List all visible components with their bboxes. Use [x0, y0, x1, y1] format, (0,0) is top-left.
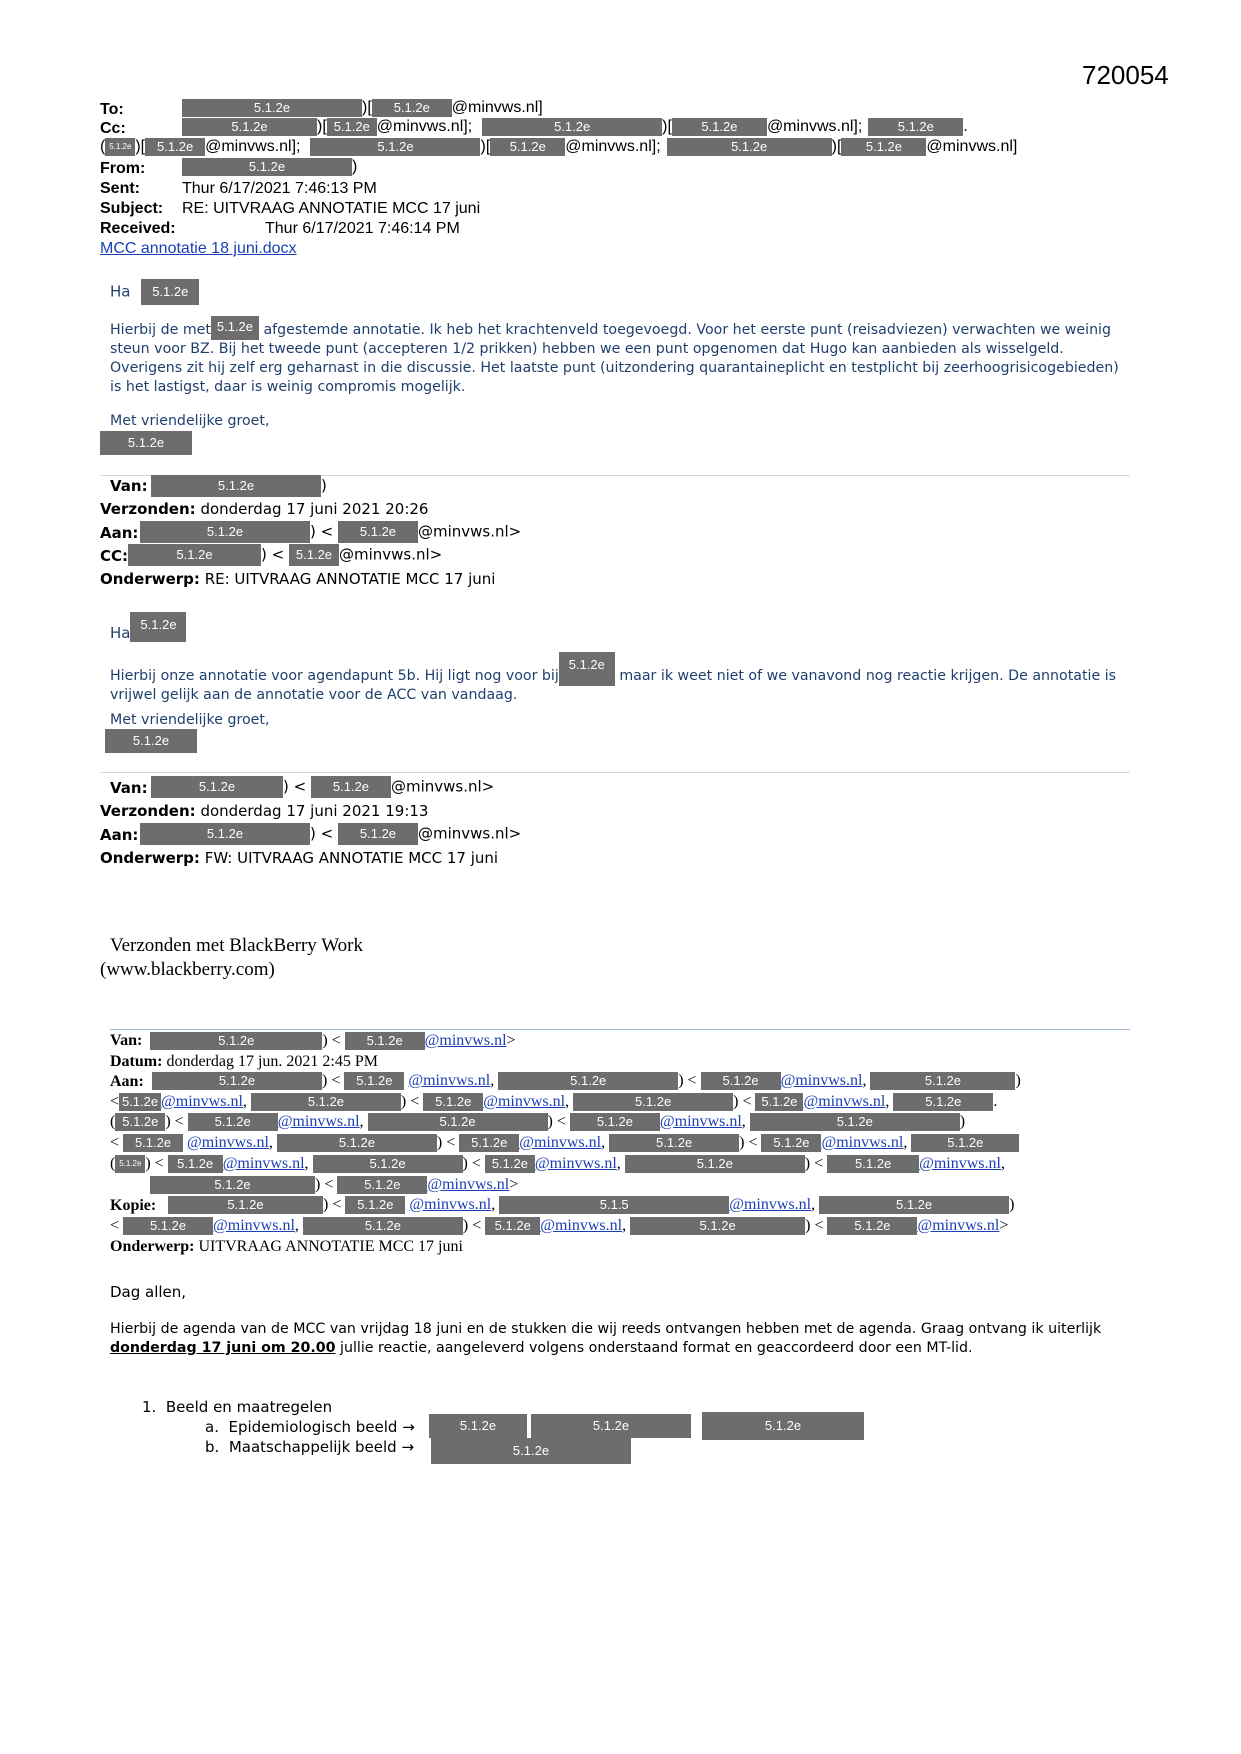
msg2-cc-label: CC: [100, 547, 129, 565]
redaction-box: 5.1.2e [337, 1176, 427, 1194]
email-domain: @minvws.nl [540, 1217, 623, 1234]
sent-value: Thur 6/17/2021 7:46:13 PM [182, 180, 377, 197]
divider [110, 1029, 1130, 1030]
redaction-box: 5.1.5 [499, 1196, 729, 1214]
redaction-box: 5.1.2e [841, 138, 926, 156]
msg3-aan-label: Aan: [100, 826, 139, 844]
redaction-box: 5.1.2e [105, 138, 135, 156]
email-domain: @minvws.nl [919, 1155, 1001, 1172]
subject-label: Subject: [100, 200, 164, 217]
redaction-box: 5.1.2e [559, 652, 615, 686]
msg4-onderwerp: Onderwerp: UITVRAAG ANNOTATIE MCC 17 juni [110, 1238, 463, 1255]
msg4-kopie-label: Kopie: [110, 1197, 157, 1214]
redaction-box: 5.1.2e [251, 1093, 401, 1111]
redaction-box: 5.1.2e [105, 729, 197, 753]
agenda-item-1: 1. Beeld en maatregelen [142, 1398, 333, 1416]
redaction-box: 5.1.2e [338, 521, 418, 543]
redaction-box: 5.1.2e [289, 544, 339, 566]
to-recipients: 5.1.2e )[ 5.1.2e @minvws.nl] [182, 99, 543, 117]
msg4-kopie-row2: < 5.1.2e @minvws.nl, 5.1.2e ) < 5.1.2e @minvws.nl, 5.1.2e ) < 5.1.2e @minvws.nl> [110, 1217, 1009, 1234]
msg2-closing: Met vriendelijke groet, [110, 712, 270, 728]
redaction-box: 5.1.2e [750, 1113, 960, 1131]
email-domain: @minvws.nl [729, 1196, 812, 1213]
email-domain: @minvws.nl [780, 1072, 863, 1089]
redaction-box: 5.1.2e [868, 118, 963, 136]
msg4-body: Hierbij de agenda van de MCC van vrijdag 18 juni en de stukken die wij reeds ontvangen hebben met de agenda. Graag ontvang ik uiterlijk donderdag 17 juni om 20.00 jullie reactie, aangeleverd volgens onderstaand format en geaccordeerd door een MT-lid. [110, 1321, 1102, 1356]
redaction-box: 5.1.2e [152, 1072, 322, 1090]
redaction-box: 5.1.2e [141, 279, 199, 305]
msg2-van-value: 5.1.2e ) [151, 475, 327, 497]
redaction-box: 5.1.2e [701, 1072, 781, 1090]
cc-recipients-row1: 5.1.2e )[ 5.1.2e @minvws.nl]; 5.1.2e )[ 5.1.2e @minvws.nl]; 5.1.2e . [182, 118, 968, 136]
redaction-box: 5.1.2e [130, 612, 186, 642]
redaction-box: 5.1.2e [151, 475, 321, 497]
msg3-van-value: 5.1.2e ) < 5.1.2e @minvws.nl> [151, 776, 494, 798]
redaction-box: 5.1.2e [123, 1217, 213, 1235]
email-domain: @minvws.nl [338, 545, 430, 564]
email-domain: @minvws.nl [277, 1113, 360, 1130]
blackberry-line2: (www.blackberry.com) [100, 959, 275, 980]
email-domain: @minvws.nl [803, 1093, 886, 1110]
msg2-verzonden: Verzonden: donderdag 17 juni 2021 20:26 [100, 500, 429, 518]
email-domain: @minvws.nl [417, 824, 509, 843]
redaction-box: 5.1.2e [893, 1093, 993, 1111]
redaction-box: 5.1.2e [672, 118, 767, 136]
redaction-box: 5.1.2e [140, 521, 310, 543]
redaction-box: 5.1.2e [182, 118, 317, 136]
email-domain: @minvws.nl [161, 1093, 243, 1110]
received-label: Received: [100, 220, 176, 237]
email-domain: @minvws.nl [821, 1134, 904, 1151]
redaction-box: 5.1.2e [140, 823, 310, 845]
from-label: From: [100, 160, 146, 177]
msg1-closing: Met vriendelijke groet, [110, 413, 270, 429]
agenda-item-1a-redactions [429, 1414, 691, 1438]
redaction-box: 5.1.2e [128, 544, 261, 566]
msg1-greeting: Ha 5.1.2e [110, 279, 199, 305]
msg2-aan-label: Aan: [100, 524, 139, 542]
redaction-box: 5.1.2e [498, 1072, 678, 1090]
attachment-link[interactable]: MCC annotatie 18 juni.docx [100, 240, 297, 257]
msg4-aan-row4: < 5.1.2e @minvws.nl, 5.1.2e ) < 5.1.2e @minvws.nl, 5.1.2e ) < 5.1.2e @minvws.nl, 5.1.2e [110, 1134, 1019, 1152]
redaction-box: 5.1.2e [151, 776, 283, 798]
redaction-box: 5.1.2e [345, 1196, 405, 1214]
email-domain: @minvws.nl [213, 1217, 295, 1234]
redaction-box: 5.1.2e [630, 1217, 805, 1235]
msg3-van-label: Van: [110, 779, 148, 797]
agenda-item-1b: b. Maatschappelijk beeld → [205, 1438, 415, 1456]
msg4-aan-row1: 5.1.2e ) < 5.1.2e @minvws.nl, 5.1.2e ) < 5.1.2e @minvws.nl, 5.1.2e ) [152, 1072, 1021, 1090]
email-domain: @minvws.nl [424, 1032, 507, 1049]
to-label: To: [100, 101, 124, 118]
email-domain: @minvws.nl [376, 118, 464, 136]
redaction-box: 5.1.2e [123, 1134, 183, 1152]
msg2-body: Hierbij onze annotatie voor agendapunt 5b. Hij ligt nog voor bij5.1.2e maar ik weet niet of we vanavond nog reactie krijgen. De annotatie is vrijwel gelijk aan de annotatie voor de ACC van vandaag. [110, 652, 1130, 705]
redaction-box: 5.1.2e [303, 1217, 463, 1235]
redaction-box: 5.1.2e [338, 823, 418, 845]
email-domain: @minvws.nl [659, 1113, 742, 1130]
msg4-aan-row3: ( 5.1.2e ) < 5.1.2e @minvws.nl, 5.1.2e ) < 5.1.2e @minvws.nl, 5.1.2e ) [110, 1113, 966, 1130]
redaction-box: 5.1.2e [485, 1155, 535, 1173]
redaction-box: 5.1.2e [870, 1072, 1015, 1090]
redaction-box: 5.1.2e [115, 1155, 145, 1173]
cc-label: Cc: [100, 120, 126, 137]
email-domain: @minvws.nl [187, 1134, 269, 1151]
msg3-onderwerp: Onderwerp: FW: UITVRAAG ANNOTATIE MCC 17 juni [100, 849, 499, 867]
redaction-box: 5.1.2e [372, 99, 452, 117]
redaction-box: 5.1.2e [755, 1093, 803, 1111]
redaction-box: 5.1.2e [761, 1134, 821, 1152]
redaction-box: 5.1.2e [182, 99, 362, 117]
redaction-box: 5.1.2e [485, 1217, 540, 1235]
msg4-aan-row5: ( 5.1.2e ) < 5.1.2e @minvws.nl, 5.1.2e ) < 5.1.2e @minvws.nl, 5.1.2e ) < 5.1.2e @minvws.nl, [110, 1155, 1005, 1172]
redaction-box: 5.1.2e [150, 1176, 315, 1194]
divider [100, 772, 1130, 773]
redaction-box: 5.1.2e [609, 1134, 739, 1152]
redaction-box: 5.1.2e [625, 1155, 805, 1173]
redaction-box: 5.1.2e [368, 1113, 548, 1131]
email-domain: @minvws.nl [427, 1176, 510, 1193]
redaction-box: 5.1.2e [344, 1072, 404, 1090]
redaction-box: 5.1.2e [819, 1196, 1009, 1214]
agenda-item-1b-redaction [431, 1438, 631, 1464]
redaction-box: 5.1.2e [100, 431, 192, 455]
redaction-box: 5.1.2e [327, 118, 377, 136]
email-domain: @minvws.nl [926, 138, 1013, 156]
redaction-box: 5.1.2e [115, 1113, 165, 1131]
email-domain: @minvws.nl [408, 1072, 491, 1089]
redaction-box: 5.1.2e [827, 1217, 917, 1235]
email-domain: @minvws.nl [534, 1155, 617, 1172]
redaction-box: 5.1.2e [911, 1134, 1019, 1152]
redaction-box: 5.1.2e [211, 316, 259, 340]
redaction-box: 5.1.2e [182, 158, 352, 176]
redaction-box: 5.1.2e [145, 138, 205, 156]
email-domain: @minvws.nl [222, 1155, 305, 1172]
msg2-van-label: Van: [110, 477, 148, 495]
redaction-box: 5.1.2e [667, 138, 832, 156]
email-domain: @minvws.nl [451, 99, 539, 117]
msg2-greeting: Ha 5.1.2e [110, 612, 186, 642]
redaction-box: 5.1.2e [423, 1093, 483, 1111]
msg4-van: Van: 5.1.2e ) < 5.1.2e @minvws.nl> [110, 1032, 516, 1049]
msg4-aan-row2: < 5.1.2e @minvws.nl, 5.1.2e ) < 5.1.2e @minvws.nl, 5.1.2e ) < 5.1.2e @minvws.nl, 5.1.2e . [110, 1093, 998, 1110]
redaction-box: 5.1.2e [827, 1155, 919, 1173]
msg4-datum: Datum: donderdag 17 jun. 2021 2:45 PM [110, 1053, 378, 1070]
redaction-box: 5.1.2e [490, 138, 565, 156]
msg2-onderwerp: Onderwerp: RE: UITVRAAG ANNOTATIE MCC 17 juni [100, 570, 496, 588]
email-domain: @minvws.nl [390, 777, 482, 796]
redaction-box: 5.1.2e [429, 1414, 527, 1438]
email-domain: @minvws.nl [409, 1196, 492, 1213]
agenda-item-1a-redaction-extra [702, 1412, 864, 1440]
redaction-box: 5.1.2e [311, 776, 391, 798]
msg4-aan-row6: 5.1.2e ) < 5.1.2e @minvws.nl> [150, 1176, 518, 1194]
redaction-box: 5.1.2e [188, 1113, 278, 1131]
subject-value: RE: UITVRAAG ANNOTATIE MCC 17 juni [182, 200, 481, 217]
blackberry-line1: Verzonden met BlackBerry Work [110, 935, 363, 956]
email-domain: @minvws.nl [565, 138, 652, 156]
msg4-aan-label: Aan: [110, 1073, 144, 1090]
redaction-box: 5.1.2e [277, 1134, 437, 1152]
from-value: 5.1.2e ) [182, 158, 357, 176]
received-value: Thur 6/17/2021 7:46:14 PM [265, 220, 460, 237]
email-domain: @minvws.nl [417, 522, 509, 541]
redaction-box: 5.1.2e [531, 1414, 691, 1438]
redaction-box: 5.1.2e [150, 1032, 322, 1050]
msg2-aan-value: 5.1.2e ) < 5.1.2e @minvws.nl> [140, 521, 521, 543]
msg1-body: Hierbij de met 5.1.2e afgestemde annotatie. Ik heb het krachtenveld toegevoegd. Voor het eerste punt (reisadviezen) verwachten we weinig steun voor BZ. Bij het tweede punt (accepteren 1/2 prikken) hebben we een punt opgenomen dat Hugo kan aanbieden als wisselgeld. Overigens zit hij zelf erg geharnast in die discussie. Het laatste punt (uitzondering quarantaineplicht en testplicht bij zeerhoogrisicogebieden) is het lastigst, daar is weinig compromis mogelijk. [110, 316, 1130, 397]
email-domain: @minvws.nl [917, 1217, 1000, 1234]
redaction-box: 5.1.2e [431, 1438, 631, 1464]
redaction-box: 5.1.2e [168, 1196, 323, 1214]
msg2-cc-value: 5.1.2e ) < 5.1.2e @minvws.nl> [128, 544, 442, 566]
redaction-box: 5.1.2e [702, 1412, 864, 1440]
redaction-box: 5.1.2e [573, 1093, 733, 1111]
redaction-box: 5.1.2e [119, 1093, 161, 1111]
email-domain: @minvws.nl [205, 138, 292, 156]
page-number: 720054 [1082, 60, 1169, 90]
cc-recipients-row2: ( 5.1.2e )[ 5.1.2e @minvws.nl]; 5.1.2e )[ 5.1.2e @minvws.nl]; 5.1.2e )[ 5.1.2e @minvws.nl] [100, 138, 1018, 156]
msg4-kopie-row1: 5.1.2e ) < 5.1.2e @minvws.nl, 5.1.5 @minvws.nl, 5.1.2e ) [168, 1196, 1014, 1214]
msg3-aan-value: 5.1.2e ) < 5.1.2e @minvws.nl> [140, 823, 521, 845]
redaction-box: 5.1.2e [313, 1155, 463, 1173]
redaction-box: 5.1.2e [570, 1113, 660, 1131]
msg3-verzonden: Verzonden: donderdag 17 juni 2021 19:13 [100, 802, 429, 820]
agenda-item-1a: a. Epidemiologisch beeld → [205, 1418, 415, 1436]
redaction-box: 5.1.2e [482, 118, 662, 136]
msg2-signature [105, 729, 197, 753]
email-domain: @minvws.nl [519, 1134, 602, 1151]
email-domain: @minvws.nl [483, 1093, 566, 1110]
redaction-box: 5.1.2e [345, 1032, 425, 1050]
msg4-greeting: Dag allen, [110, 1283, 187, 1301]
sent-label: Sent: [100, 180, 140, 197]
redaction-box: 5.1.2e [459, 1134, 519, 1152]
redaction-box: 5.1.2e [310, 138, 480, 156]
email-domain: @minvws.nl [766, 118, 854, 136]
msg1-signature [100, 431, 192, 455]
redaction-box: 5.1.2e [168, 1155, 223, 1173]
